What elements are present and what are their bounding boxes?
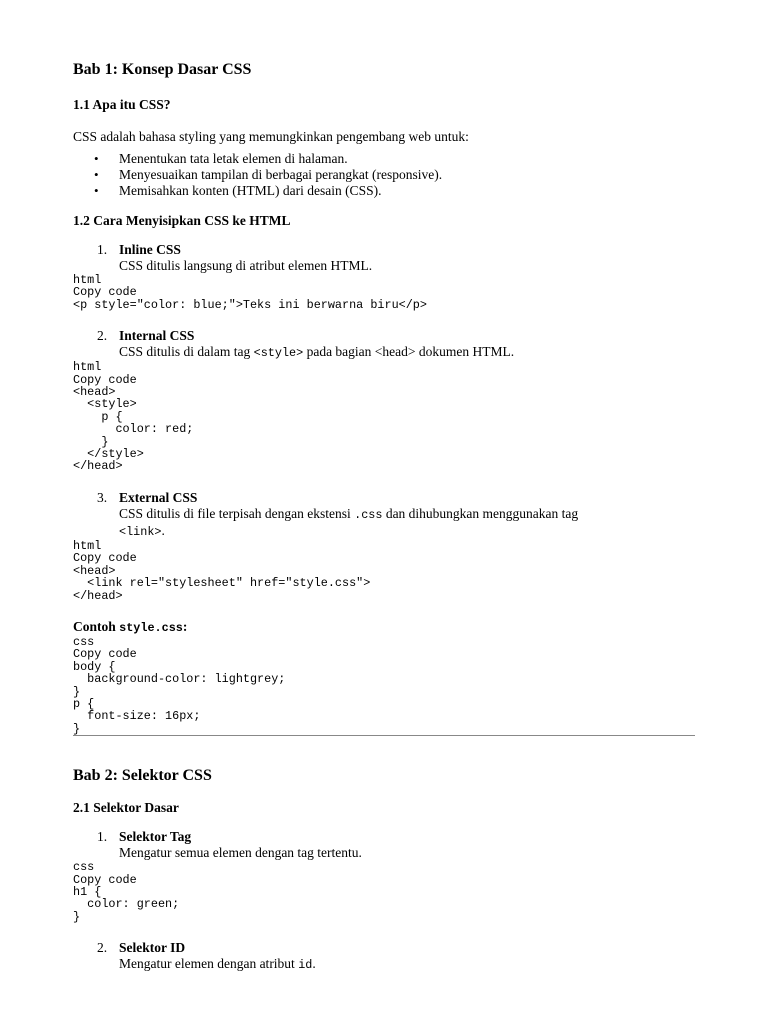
list-number: 1.	[97, 242, 108, 257]
id-attribute-code: id	[298, 958, 313, 973]
external-css-item	[73, 490, 695, 540]
section-1-2-heading: 1.2 Cara Menyisipkan CSS ke HTML	[73, 213, 291, 228]
list-number: 3.	[97, 489, 108, 505]
list-item: • Memisahkan konten (HTML) dari desain (CSS).	[73, 183, 695, 199]
tag-selector-item	[73, 829, 695, 861]
internal-css-description: CSS ditulis di dalam tag <style> pada bagian <head> dokumen HTML.	[119, 344, 515, 361]
list-number: 1.	[97, 829, 108, 845]
link-tag-code: <link>	[119, 524, 162, 539]
chapter-1-title: Bab 1: Konsep Dasar CSS	[73, 61, 252, 78]
internal-css-code-block: html Copy code <head> <style> p { color: red; } </style> </head>	[73, 360, 194, 474]
tag-selector-code-block: css Copy code h1 { color: green; }	[73, 860, 180, 924]
list-item: • Menyesuaikan tampilan di berbagai perangkat (responsive).	[73, 167, 695, 183]
external-css-title: External CSS	[119, 489, 198, 505]
tag-selector-description: Mengatur semua elemen dengan tag tertentu.	[119, 845, 362, 861]
section-2-1-heading: 2.1 Selektor Dasar	[73, 800, 179, 816]
style-css-filename: style.css	[119, 620, 183, 635]
id-selector-item	[73, 940, 695, 973]
external-css-code-block: html Copy code <head> <link rel="stylesheet" href="style.css"> </head>	[73, 538, 371, 603]
id-selector-description: Mengatur elemen dengan atribut id.	[119, 956, 316, 973]
inline-css-item	[73, 242, 695, 274]
css-benefits-list	[73, 151, 695, 199]
style-tag-code: <style>	[253, 346, 304, 361]
section-1-1-heading: 1.1 Apa itu CSS?	[73, 97, 171, 112]
inline-css-title: Inline CSS	[119, 242, 181, 257]
internal-css-title: Internal CSS	[119, 328, 195, 344]
inline-css-description: CSS ditulis langsung di atribut elemen HTML.	[119, 258, 373, 273]
example-style-css-label: Contoh style.css:	[73, 618, 188, 635]
inline-css-code-block: html Copy code <p style="color: blue;">Teks ini berwarna biru</p>	[73, 273, 427, 312]
example-css-code-block: css Copy code body { background-color: lightgrey; } p { font-size: 16px; }	[73, 634, 286, 736]
tag-selector-title: Selektor Tag	[119, 829, 192, 845]
internal-css-item	[73, 328, 695, 361]
section-1-1-intro: CSS adalah bahasa styling yang memungkinkan pengembang web untuk:	[73, 129, 469, 144]
list-item: • Menentukan tata letak elemen di halaman.	[73, 151, 695, 167]
css-extension-code: .css	[354, 507, 383, 522]
id-selector-title: Selektor ID	[119, 940, 186, 956]
head-tag-text: <head>	[374, 344, 416, 360]
external-css-description: CSS ditulis di file terpisah dengan ekstensi .css dan dihubungkan menggunakan tag <link>.	[119, 505, 579, 539]
list-number: 2.	[97, 328, 108, 344]
chapter-2-title: Bab 2: Selektor CSS	[73, 767, 212, 785]
list-number: 2.	[97, 940, 108, 956]
document-page	[73, 58, 695, 973]
